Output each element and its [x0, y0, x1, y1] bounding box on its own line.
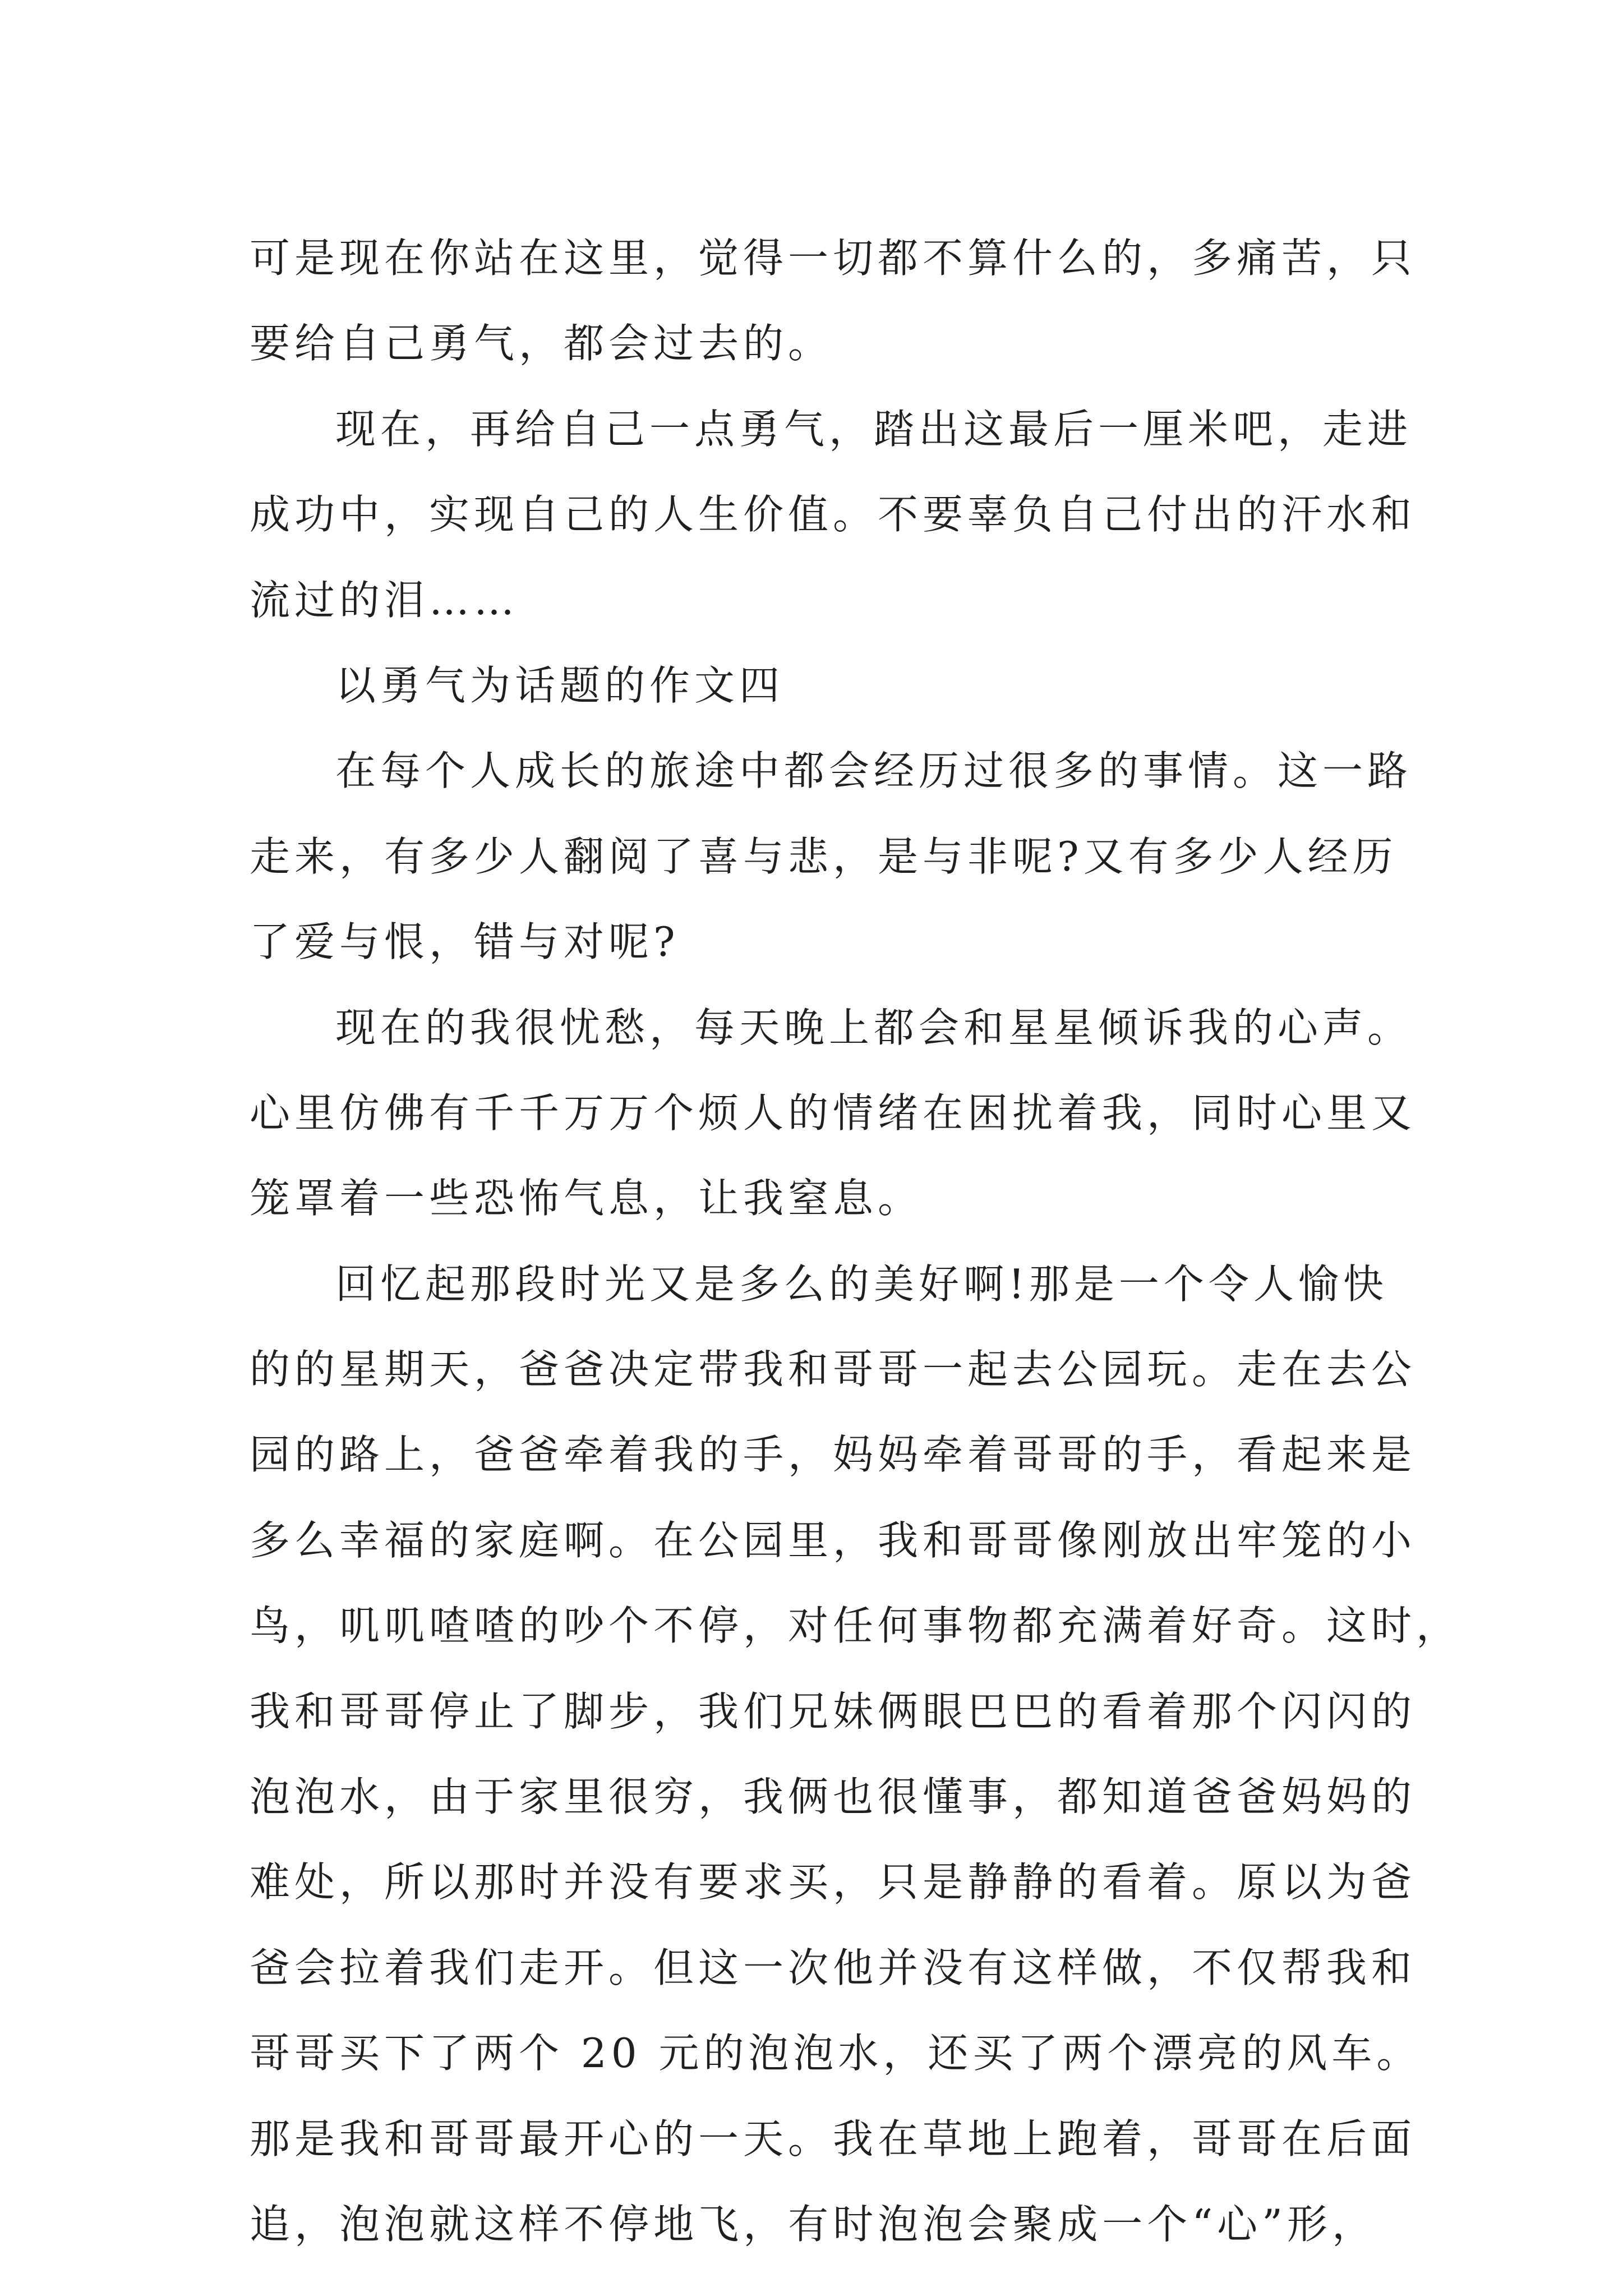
text-line — [0, 2182, 1623, 2266]
text-line-content: 园的路上，爸爸牵着我的手，妈妈牵着哥哥的手，看起来是 — [250, 1431, 1417, 1478]
text-line-content: 心里仿佛有千千万万个烦人的情绪在困扰着我，同时心里又 — [250, 1089, 1417, 1137]
text-line — [0, 1156, 1623, 1240]
text-line-content: 回忆起那段时光又是多么的美好啊!那是一个令人愉快 — [335, 1260, 1388, 1308]
text-line — [0, 472, 1623, 556]
text-line-content: 那是我和哥哥最开心的一天。我在草地上跑着，哥哥在后面 — [250, 2115, 1417, 2162]
text-line-content: 爸会拉着我们走开。但这一次他并没有这样做，不仅帮我和 — [250, 1944, 1417, 1991]
text-line — [0, 815, 1623, 899]
text-line-content: 成功中，实现自己的人生价值。不要辜负自己付出的汗水和 — [250, 491, 1417, 538]
text-line — [0, 1071, 1623, 1155]
text-line-content: 追，泡泡就这样不停地飞，有时泡泡会聚成一个“心”形， — [250, 2201, 1377, 2248]
text-line — [0, 387, 1623, 471]
text-line — [0, 1584, 1623, 1668]
text-line-content: 在每个人成长的旅途中都会经历过很多的事情。这一路 — [335, 747, 1413, 794]
text-line-content: 我和哥哥停止了脚步，我们兄妹俩眼巴巴的看着那个闪闪的 — [250, 1688, 1417, 1735]
text-line — [0, 1242, 1623, 1326]
text-line-content: 多么幸福的家庭啊。在公园里，我和哥哥像刚放出牢笼的小 — [250, 1517, 1417, 1564]
text-line — [0, 558, 1623, 642]
text-line-content: 了爱与恨，错与对呢? — [250, 918, 680, 965]
text-line — [0, 2097, 1623, 2181]
section-heading-text: 以勇气为话题的作文四 — [335, 662, 785, 709]
text-line — [0, 1327, 1623, 1411]
text-line — [0, 1412, 1623, 1497]
section-heading — [0, 643, 1623, 728]
text-line-content: 笼罩着一些恐怖气息，让我窒息。 — [250, 1175, 923, 1222]
text-line-content: 哥哥买下了两个 20 元的泡泡水，还买了两个漂亮的风车。 — [250, 2030, 1422, 2077]
text-line-content: 现在的我很忧愁，每天晚上都会和星星倾诉我的心声。 — [335, 1004, 1413, 1051]
text-line — [0, 2011, 1623, 2095]
text-line — [0, 1669, 1623, 1754]
text-line-content: 可是现在你站在这里，觉得一切都不算什么的，多痛苦，只 — [250, 234, 1417, 282]
text-line-content: 难处，所以那时并没有要求买，只是静静的看着。原以为爸 — [250, 1858, 1417, 1906]
text-line-content: 走来，有多少人翻阅了喜与悲，是与非呢?又有多少人经历 — [250, 833, 1398, 880]
text-line-content: 现在，再给自己一点勇气，踏出这最后一厘米吧，走进 — [335, 406, 1413, 453]
text-line — [0, 1840, 1623, 1924]
text-line — [0, 301, 1623, 385]
text-line-content: 鸟，叽叽喳喳的吵个不停，对任何事物都充满着好奇。这时， — [250, 1602, 1461, 1649]
text-line — [0, 1755, 1623, 1839]
text-line — [0, 1498, 1623, 1582]
text-line — [0, 1926, 1623, 2010]
text-line-content: 的的星期天，爸爸决定带我和哥哥一起去公园玩。走在去公 — [250, 1346, 1417, 1393]
text-line-content: 泡泡水，由于家里很穷，我俩也很懂事，都知道爸爸妈妈的 — [250, 1773, 1417, 1820]
text-line — [0, 986, 1623, 1070]
text-line — [0, 216, 1623, 300]
text-line — [0, 729, 1623, 813]
text-line — [0, 900, 1623, 984]
text-line-content: 流过的泪…… — [250, 577, 519, 624]
text-line-content: 要给自己勇气，都会过去的。 — [250, 320, 833, 367]
